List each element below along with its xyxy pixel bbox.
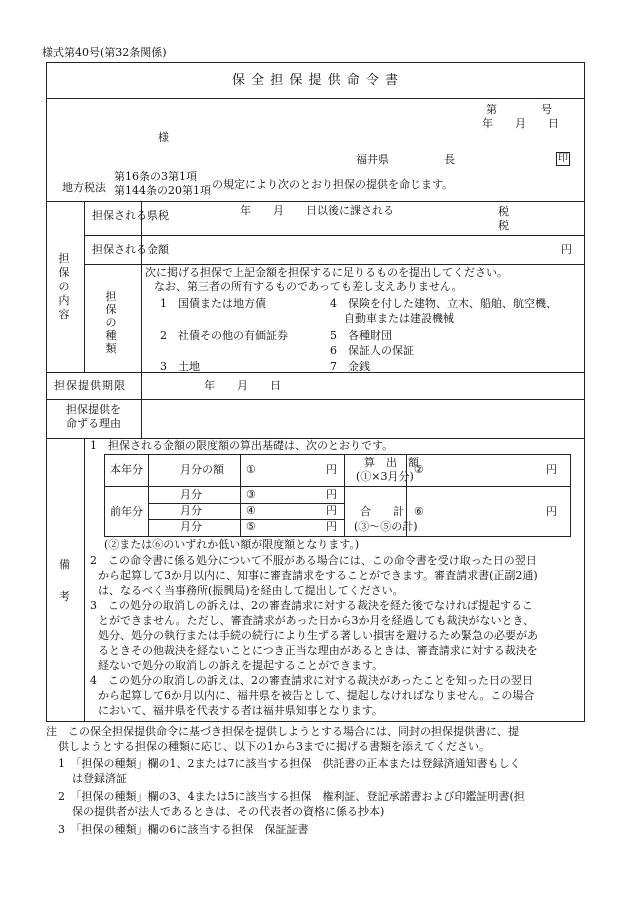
note-line: 2 「担保の種類」欄の3、4または5に該当する担保 権利証、登記承諾書および印鑑証明書(担: [58, 790, 525, 803]
form-title: 保 全 担 保 提 供 命 令 書: [231, 73, 400, 88]
law-article-1: 第16条の3第1項: [114, 170, 197, 183]
remarks-item-4-line: において、福井県を代表する者は福井県知事となります。: [98, 704, 383, 717]
reason-label-line-1: 担保提供を: [66, 403, 121, 416]
remarks-item-1-note: (②または⑥のいずれか低い額が限度額となります。): [104, 538, 360, 551]
remarks-item-3-line: 3 この処分の取消しの訴えは、2の審査請求に対する裁決を経た後でなければ提起するこ: [90, 599, 533, 612]
secured-tax-text: 年 月 日以後に課される: [240, 204, 394, 217]
monthly-amount-label: 月分の額: [180, 463, 224, 476]
calc-yen-4: 円: [326, 504, 337, 517]
remarks-item-3-line: 処分、処分の執行または手続の続行により生ずる著しい損害を避けるため緊急の必要があ: [98, 629, 538, 642]
note-line: 注 この保全担保提供命令に基づき担保を提供しようとする場合には、同封の担保提供書に、提: [46, 725, 519, 738]
calc-yen-1: 円: [326, 463, 337, 476]
security-type-item: 2 社債その他の有価証券: [160, 329, 288, 342]
security-type-label: 担保の種類: [105, 290, 117, 355]
secured-amount-unit: 円: [561, 243, 572, 256]
deadline-date: 年 月 日: [204, 379, 281, 392]
order-text: の規定により次のとおり担保の提供を命じます。: [212, 178, 454, 191]
note-line: は登録済証: [72, 772, 127, 785]
calc-yen-5: 円: [326, 520, 337, 533]
remarks-item-4-line: 4 この処分の取消しの訴えは、2の審査請求に対する裁決があったことを知った日の翌日: [90, 674, 533, 687]
calc-mark-2: ②: [414, 463, 424, 476]
remarks-item-2-line: 2 この命令書に係る処分について不服がある場合には、この命令書を受け取った日の翌日: [90, 554, 537, 567]
calc-mark-1: ①: [246, 463, 256, 476]
issue-date: 年 月 日: [482, 117, 559, 130]
addressee-suffix: 様: [158, 131, 169, 144]
calc-mark-3: ③: [246, 488, 256, 501]
security-type-intro-1: 次に掲げる担保で上記金額を担保するに足りるものを提出してください。: [145, 266, 508, 279]
note-line: 1 「担保の種類」欄の1、2または7に該当する担保 供託書の正本または登録済通知書もしく: [58, 757, 521, 770]
seal-mark: 印: [558, 153, 568, 164]
law-article-2: 第144条の20第1項: [114, 184, 211, 197]
calc-mark-5: ⑤: [246, 520, 256, 533]
remarks-label-2: 考: [59, 590, 70, 603]
secured-tax-label: 担保される県税: [92, 209, 169, 222]
security-content-label: 担保の内容: [58, 252, 70, 321]
security-type-item: 4 保険を付した建物、立木、船舶、航空機、: [330, 297, 557, 310]
remarks-item-1: 1 担保される金額の限度額の算出基礎は、次のとおりです。: [90, 439, 394, 452]
calc-mark-6: ⑥: [414, 505, 424, 518]
security-type-item: 自動車または建設機械: [344, 312, 454, 325]
total-label-1: 合 計: [360, 505, 404, 518]
total-label-2: (③～⑤の計): [354, 520, 418, 533]
calc-yen-2: 円: [546, 463, 557, 476]
remarks-item-3-line: 経ないで処分の取消しの訴えを提起することができます。: [98, 659, 384, 672]
reason-label-line-2: 命ずる理由: [66, 417, 121, 430]
remarks-item-3-line: とができません。ただし、審査請求があった日から3か月を経過しても裁決がないとき、: [98, 614, 535, 627]
previous-year-label: 前年分: [110, 505, 143, 518]
issuer-name: 福井県 長: [356, 153, 455, 166]
month-label-1: 月分: [180, 488, 202, 501]
calc-yen-3: 円: [326, 488, 337, 501]
month-label-3: 月分: [180, 520, 202, 533]
law-name: 地方税法: [62, 181, 106, 194]
calc-amount-label-2: (①×3月分): [356, 470, 414, 483]
secured-tax-unit-1: 税: [498, 205, 509, 218]
remarks-item-2-line: から起算して3か月以内に、知事に審査請求をすることができます。審査請求書(正副2通): [98, 569, 538, 582]
note-line: 保の提供者が法人であるときは、その代表者の資格に係る抄本): [72, 805, 385, 818]
remarks-item-3-line: るときその他裁決を経ないことにつき正当な理由があるときは、審査請求に対する裁決を: [98, 644, 538, 657]
deadline-label: 担保提供期限: [54, 379, 126, 392]
note-line: 供しようとする担保の種類に応じ、以下の1から3までに掲げる書類を添えてください。: [58, 740, 490, 753]
security-type-item: 5 各種財団: [330, 329, 392, 342]
remarks-item-4-line: から起算して6か月以内に、福井県を被告として、提起しなければなりません。この場合: [98, 689, 535, 702]
calc-yen-6: 円: [546, 505, 557, 518]
security-type-item: 1 国債または地方債: [160, 297, 266, 310]
security-type-item: 6 保証人の保証: [330, 344, 414, 357]
note-line: 3 「担保の種類」欄の6に該当する担保 保証証書: [58, 823, 309, 836]
remarks-label-1: 備: [59, 558, 70, 571]
document-number: 第 号: [486, 103, 552, 116]
remarks-item-2-line: は、なるべく当事務所(振興局)を経由して提出してください。: [98, 584, 404, 597]
secured-tax-unit-2: 税: [498, 219, 509, 232]
calc-mark-4: ④: [246, 504, 256, 517]
secured-amount-label: 担保される金額: [92, 243, 169, 256]
current-year-label: 本年分: [110, 463, 143, 476]
security-type-intro-2: なお、第三者の所有するものであっても差し支えありません。: [154, 280, 463, 293]
month-label-2: 月分: [180, 504, 202, 517]
form-number: 様式第40号(第32条関係): [42, 46, 167, 59]
calc-amount-label-1: 算 出 額: [364, 456, 419, 469]
security-type-item: 3 土地: [160, 360, 200, 373]
security-type-item: 7 金銭: [330, 360, 370, 373]
